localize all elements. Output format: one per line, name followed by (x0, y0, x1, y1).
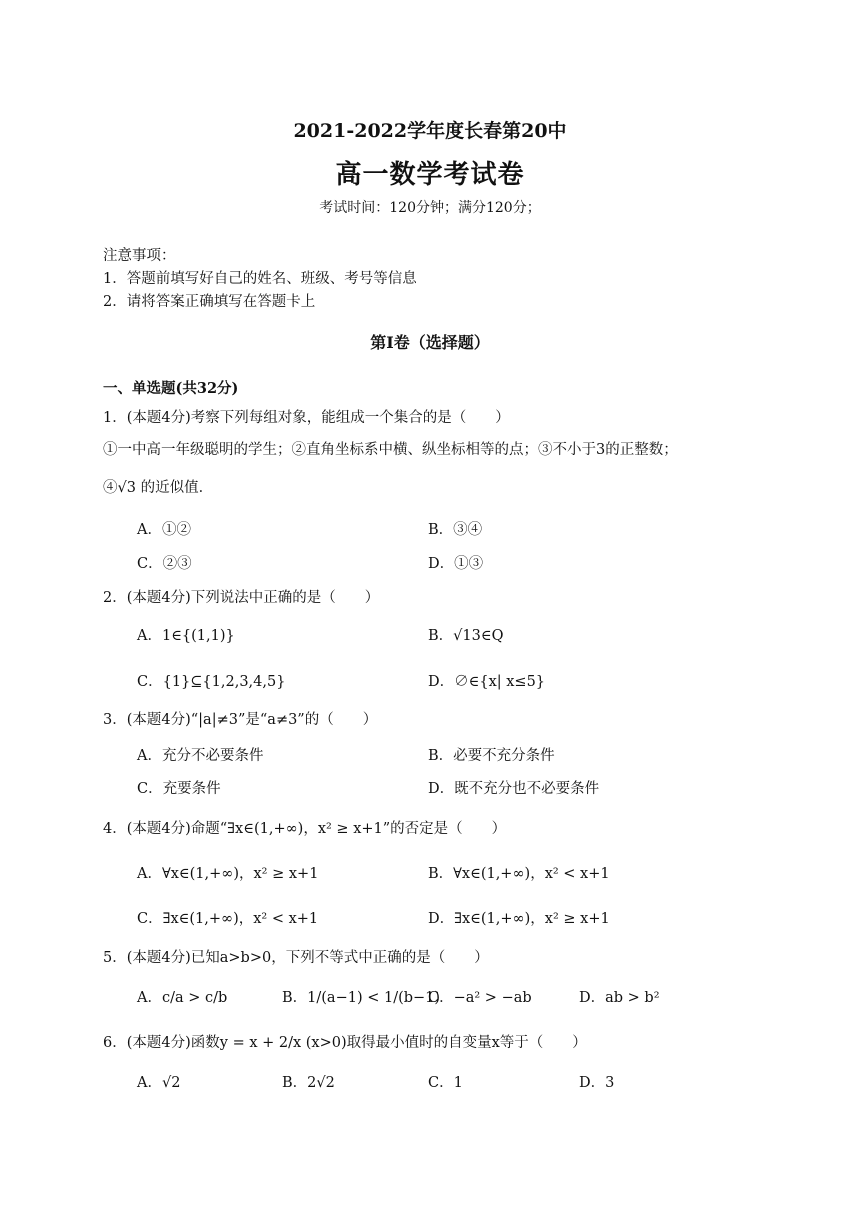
option-a: A．∀x∈(1,+∞)，x² ≥ x+1 (137, 866, 319, 882)
notes-heading: 注意事项： (103, 248, 176, 264)
option-d: D．∃x∈(1,+∞)，x² ≥ x+1 (428, 911, 610, 927)
exam-title: 高一数学考试卷 (335, 160, 525, 190)
question-stem: 5．(本题4分)已知a>b>0，下列不等式中正确的是（ ） (103, 950, 489, 966)
option-a: A．√2 (137, 1075, 181, 1091)
option-a: A．充分不必要条件 (137, 748, 264, 764)
section-title: 第Ⅰ卷（选择题） (370, 333, 490, 352)
option-c: C．1 (428, 1075, 463, 1091)
question-stem-line: ①一中高一年级聪明的学生；②直角坐标系中横、纵坐标相等的点；③不小于3的正整数； (103, 442, 678, 458)
option-b: B．③④ (428, 522, 483, 538)
option-b: B．√13∈Q (428, 628, 504, 644)
option-b: B．1/(a−1) < 1/(b−1) (282, 990, 441, 1006)
option-d: D．3 (579, 1075, 615, 1091)
option-b: B．2√2 (282, 1075, 335, 1091)
option-c: C．∃x∈(1,+∞)，x² < x+1 (137, 911, 319, 927)
question-stem: 2．(本题4分)下列说法中正确的是（ ） (103, 590, 380, 606)
school-title: 2021-2022学年度长春第20中 (293, 120, 567, 142)
option-b: B．必要不充分条件 (428, 748, 555, 764)
option-a: A．c/a > c/b (137, 990, 228, 1006)
option-d: D．ab > b² (579, 990, 660, 1006)
option-a: A．①② (137, 522, 191, 538)
option-a: A．1∈{(1,1)} (137, 628, 235, 644)
question-stem-line: ④√3 的近似值． (103, 480, 214, 496)
exam-meta: 考试时间：120分钟；满分120分； (319, 200, 541, 216)
option-c: C．②③ (137, 556, 192, 572)
question-stem: 3．(本题4分)“|a|≠3”是“a≠3”的（ ） (103, 712, 378, 728)
note-item: 1．答题前填写好自己的姓名、班级、考号等信息 (103, 271, 417, 287)
option-c: C．{1}⊆{1,2,3,4,5} (137, 674, 286, 690)
option-d: D．∅∈{x| x≤5} (428, 674, 546, 690)
question-stem: 1．(本题4分)考察下列每组对象，能组成一个集合的是（ ） (103, 410, 510, 426)
part-title: 一、单选题(共32分) (103, 380, 239, 397)
option-d: D．①③ (428, 556, 484, 572)
option-c: C．充要条件 (137, 781, 221, 797)
option-b: B．∀x∈(1,+∞)，x² < x+1 (428, 866, 610, 882)
question-stem: 4．(本题4分)命题“∃x∈(1,+∞)，x² ≥ x+1”的否定是（ ） (103, 821, 507, 837)
option-c: C．−a² > −ab (428, 990, 532, 1006)
question-stem: 6．(本题4分)函数y = x + 2/x (x>0)取得最小值时的自变量x等于（ ） (103, 1035, 587, 1051)
option-d: D．既不充分也不必要条件 (428, 781, 600, 797)
note-item: 2．请将答案正确填写在答题卡上 (103, 294, 316, 310)
